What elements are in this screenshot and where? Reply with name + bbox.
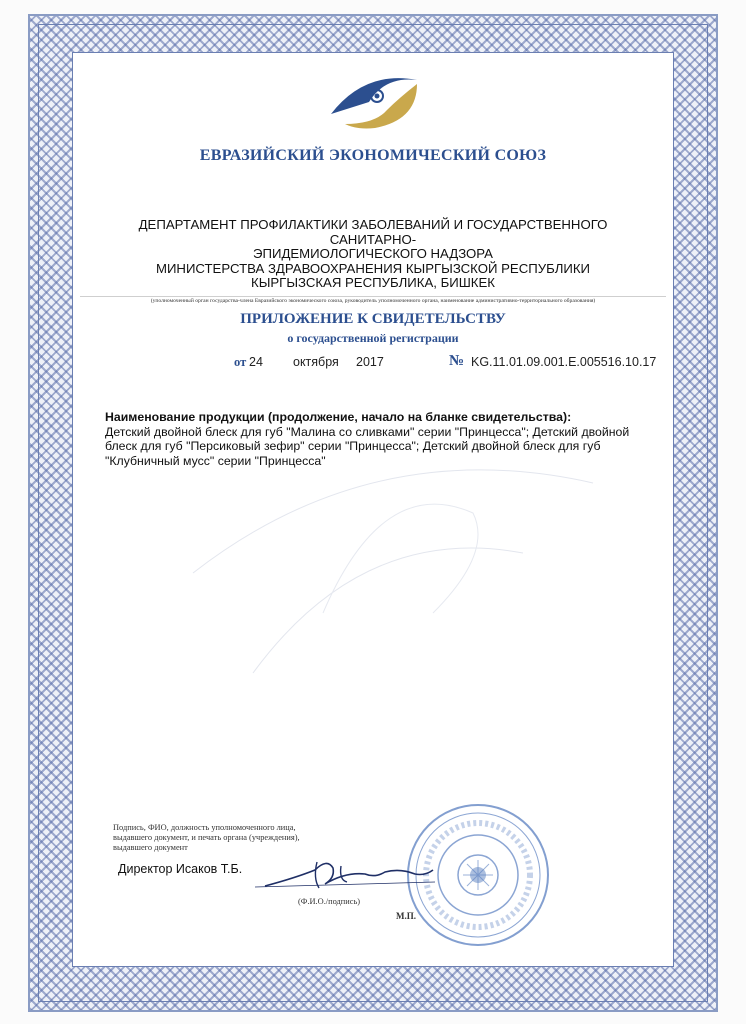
department-line: МИНИСТЕРСТВА ЗДРАВООХРАНЕНИЯ КЫРГЫЗСКОЙ РЕСПУБЛИКИ <box>155 260 591 276</box>
date-from-label: от <box>234 355 247 369</box>
department-line: КЫРГЫЗСКАЯ РЕСПУБЛИКА, БИШКЕК <box>251 275 495 291</box>
union-name: ЕВРАЗИЙСКИЙ ЭКОНОМИЧЕСКИЙ СОЮЗ <box>199 147 547 164</box>
stamp-label: М.П. <box>396 911 416 921</box>
date-month: октября <box>293 355 339 369</box>
registration-line <box>0 355 746 373</box>
date-day: 24 <box>249 355 263 369</box>
eaeu-emblem-icon <box>325 66 425 136</box>
caption-line: выдавшего документ, и печать органа (учреждения), <box>113 833 300 842</box>
authority-note: (уполномоченный орган государства-члена Евразийского экономического союза, руководитель уполномоченного органа, наименование административно-территориального образования) <box>80 296 666 304</box>
date-year: 2017 <box>356 355 384 369</box>
handwritten-signature-icon <box>255 848 435 896</box>
product-heading: Наименование продукции (продолжение, начало на бланке свидетельства): <box>105 410 572 424</box>
department-line: ЭПИДЕМИОЛОГИЧЕСКОГО НАДЗОРА <box>253 246 493 262</box>
director-name: Директор Исаков Т.Б. <box>118 862 243 876</box>
product-text: Детский двойной блеск для губ "Малина со сливками" серии "Принцесса"; Детский двойной блеск для губ "Персиковый зефир" серии "Принцесса"; Детский двойной блеск для губ "Клубничный мусс" серии "Принцесса" <box>105 424 630 468</box>
department-name <box>100 218 646 291</box>
appendix-title: ПРИЛОЖЕНИЕ К СВИДЕТЕЛЬСТВУ <box>240 311 506 327</box>
appendix-subtitle: о государственной регистрации <box>287 331 459 345</box>
fio-caption: (Ф.И.О./подпись) <box>298 897 361 906</box>
department-line: ДЕПАРТАМЕНТ ПРОФИЛАКТИКИ ЗАБОЛЕВАНИЙ И ГОСУДАРСТВЕННОГО САНИТАРНО- <box>138 217 608 247</box>
number-label: № <box>449 353 465 369</box>
caption-line: выдавшего документ <box>113 843 188 852</box>
registration-number: KG.11.01.09.001.Е.005516.10.17 <box>471 355 657 369</box>
product-section <box>105 410 645 468</box>
caption-line: Подпись, ФИО, должность уполномоченного лица, <box>113 823 296 832</box>
